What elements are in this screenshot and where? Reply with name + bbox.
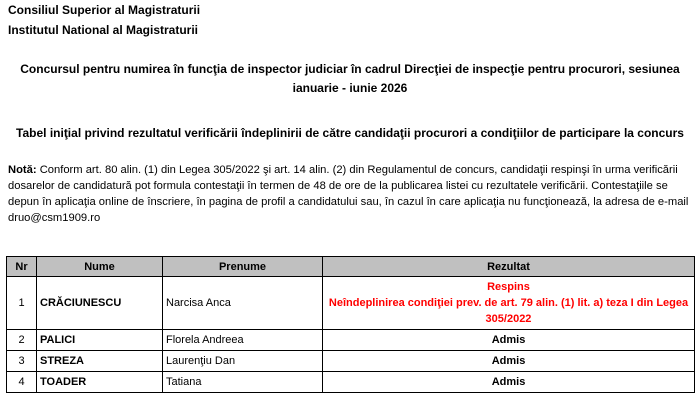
results-table: [6, 256, 695, 393]
table-row: [7, 351, 695, 372]
cell-prenume: Narcisa Anca: [163, 277, 323, 330]
table-row: [7, 372, 695, 393]
table-header-row: [7, 257, 695, 277]
institution-name-csm: Consiliul Superior al Magistraturii: [8, 3, 201, 17]
cell-nr: 3: [7, 351, 37, 372]
table-title: Tabel iniţial privind rezultatul verificării îndeplinirii de către candidaţii procurori a condiţiilor de participare la concurs: [16, 126, 684, 140]
table-row: [7, 330, 695, 351]
table-row: [7, 277, 695, 330]
column-header-prenume: Prenume: [163, 257, 323, 277]
cell-nr: 2: [7, 330, 37, 351]
column-header-rezultat: Rezultat: [323, 257, 695, 277]
result-status: Respins: [487, 281, 530, 293]
cell-prenume: Laurenţiu Dan: [163, 351, 323, 372]
cell-nume: STREZA: [37, 351, 163, 372]
cell-prenume: Tatiana: [163, 372, 323, 393]
contest-title: Concursul pentru numirea în funcţia de inspector judiciar în cadrul Direcţiei de inspecţie pentru procurori, sesiunea ianuarie - iunie 2026: [20, 62, 680, 95]
note-text: Conform art. 80 alin. (1) din Legea 305/2022 şi art. 14 alin. (2) din Regulamentul de concurs, candidaţii respinşi în urma verificării dosarelor de candidatură pot formula contestaţii în termen de 48 de ore de la publicarea listei cu rezultatele verificării. Contestaţiile se depun în aplicaţia online de înscriere, în pagina de profil a candidatului sau, în cazul în care aplicaţia nu funcţionează, la adresa de e-mail druo@csm1909.ro: [8, 164, 689, 224]
cell-nume: PALICI: [37, 330, 163, 351]
legal-note: [8, 162, 694, 226]
cell-nr: 4: [7, 372, 37, 393]
cell-prenume: Florela Andreea: [163, 330, 323, 351]
cell-rezultat: Admis: [323, 372, 695, 393]
rejection-reason: Neîndeplinirea condiţiei prev. de art. 79 alin. (1) lit. a) teza I din Legea 305/2022: [328, 297, 689, 325]
cell-nume: CRĂCIUNESCU: [37, 277, 163, 330]
cell-rezultat: [323, 277, 695, 330]
column-header-nume: Nume: [37, 257, 163, 277]
cell-rezultat: Admis: [323, 351, 695, 372]
cell-nume: TOADER: [37, 372, 163, 393]
cell-nr: 1: [7, 277, 37, 330]
institution-name-inm: Institutul National al Magistraturii: [8, 23, 199, 37]
column-header-nr: Nr: [7, 257, 37, 277]
note-label: Notă:: [8, 164, 37, 176]
cell-rezultat: Admis: [323, 330, 695, 351]
